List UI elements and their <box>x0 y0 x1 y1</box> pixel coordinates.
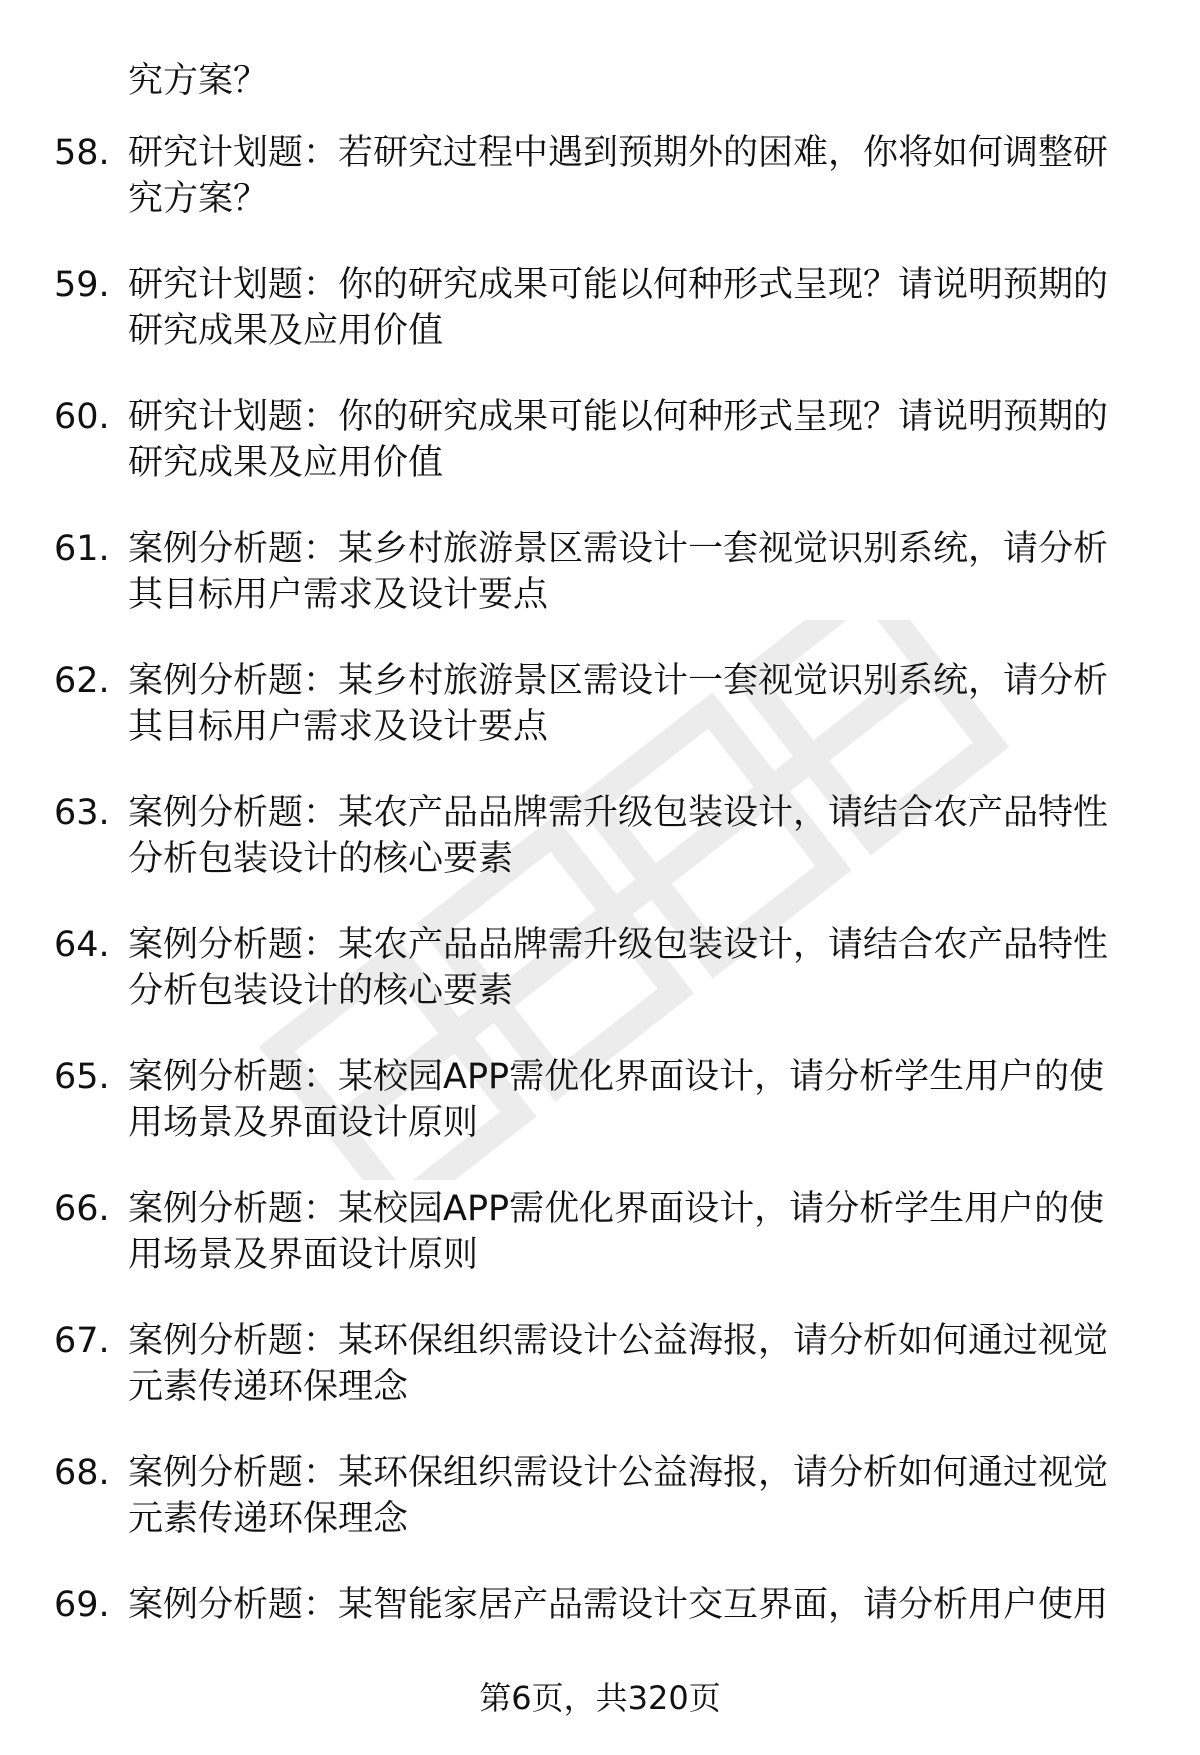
question-number: 68. <box>54 1453 110 1493</box>
question-number: 67. <box>54 1321 110 1361</box>
question-item <box>0 1054 1200 1186</box>
question-number: 61. <box>54 529 110 569</box>
question-line: 研究成果及应用价值 <box>128 311 444 351</box>
question-text <box>128 1450 1140 1542</box>
question-text <box>128 394 1140 486</box>
question-item <box>0 1450 1200 1582</box>
question-number: 59. <box>54 265 110 305</box>
question-line: 用场景及界面设计原则 <box>128 1235 479 1275</box>
question-line: 研究计划题：你的研究成果可能以何种形式呈现？请说明预期的 <box>128 265 1109 305</box>
question-line: 案例分析题：某农产品品牌需升级包装设计，请结合农产品特性 <box>128 925 1109 965</box>
question-line: 案例分析题：某乡村旅游景区需设计一套视觉识别系统，请分析 <box>128 529 1109 569</box>
question-line: 研究计划题：若研究过程中遇到预期外的困难，你将如何调整研 <box>128 133 1109 173</box>
page-footer: 第6页，共320页 <box>479 1679 721 1717</box>
question-text <box>128 1054 1140 1146</box>
question-text <box>128 130 1140 222</box>
continuation-text: 究方案？ <box>128 61 269 101</box>
question-line: 其目标用户需求及设计要点 <box>128 707 549 747</box>
question-item <box>0 262 1200 394</box>
question-line: 究方案？ <box>128 179 269 219</box>
question-line: 用场景及界面设计原则 <box>128 1103 479 1143</box>
question-number: 62. <box>54 661 110 701</box>
question-text <box>128 1318 1140 1410</box>
question-text <box>128 658 1140 750</box>
question-line: 案例分析题：某环保组织需设计公益海报，请分析如何通过视觉 <box>128 1453 1109 1493</box>
question-item <box>0 658 1200 790</box>
question-item <box>0 790 1200 922</box>
question-line: 元素传递环保理念 <box>128 1367 409 1407</box>
question-line: 案例分析题：某校园APP需优化界面设计，请分析学生用户的使 <box>128 1057 1105 1097</box>
question-number: 60. <box>54 397 110 437</box>
question-line: 案例分析题：某农产品品牌需升级包装设计，请结合农产品特性 <box>128 793 1109 833</box>
question-line: 案例分析题：某智能家居产品需设计交互界面，请分析用户使用 <box>128 1585 1109 1625</box>
question-line: 研究计划题：你的研究成果可能以何种形式呈现？请说明预期的 <box>128 397 1109 437</box>
question-line: 其目标用户需求及设计要点 <box>128 575 549 615</box>
question-text <box>128 262 1140 354</box>
question-number: 69. <box>54 1585 110 1625</box>
question-line: 分析包装设计的核心要素 <box>128 971 514 1011</box>
question-item <box>0 1318 1200 1450</box>
question-number: 65. <box>54 1057 110 1097</box>
question-item <box>0 1186 1200 1318</box>
question-number: 63. <box>54 793 110 833</box>
question-text <box>128 526 1140 618</box>
question-line: 元素传递环保理念 <box>128 1499 409 1539</box>
question-text <box>128 922 1140 1014</box>
question-list <box>0 130 1200 1714</box>
question-item <box>0 922 1200 1054</box>
question-line: 案例分析题：某环保组织需设计公益海报，请分析如何通过视觉 <box>128 1321 1109 1361</box>
question-item <box>0 526 1200 658</box>
question-text <box>128 1582 1140 1628</box>
question-line: 案例分析题：某校园APP需优化界面设计，请分析学生用户的使 <box>128 1189 1105 1229</box>
question-item <box>0 130 1200 262</box>
question-line: 分析包装设计的核心要素 <box>128 839 514 879</box>
question-number: 58. <box>54 133 110 173</box>
question-item <box>0 394 1200 526</box>
question-number: 66. <box>54 1189 110 1229</box>
question-line: 研究成果及应用价值 <box>128 443 444 483</box>
question-number: 64. <box>54 925 110 965</box>
question-line: 案例分析题：某乡村旅游景区需设计一套视觉识别系统，请分析 <box>128 661 1109 701</box>
question-text <box>128 1186 1140 1278</box>
question-text <box>128 790 1140 882</box>
